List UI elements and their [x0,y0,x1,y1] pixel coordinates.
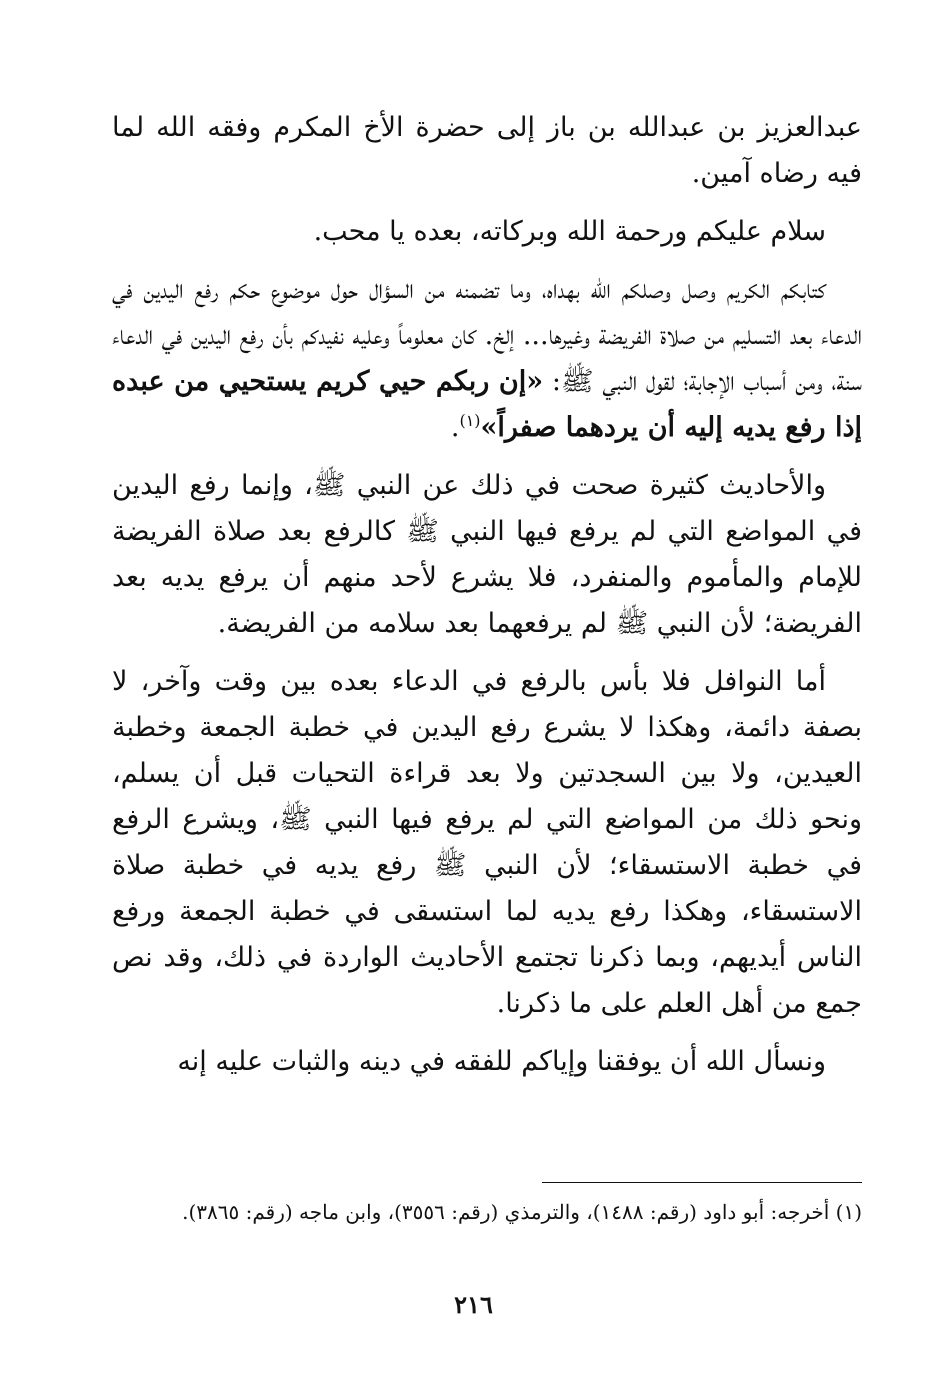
page-number: ٢١٦ [454,1290,493,1319]
paragraph-question-end: . [450,412,460,443]
paragraph-question [112,267,862,451]
footnote-divider [542,1182,862,1183]
paragraph-question-text: كتابكم الكريم وصل وصلكم الله بهداه، وما تضمنه من السؤال حول موضوع حكم رفع اليدين في الدعاء بعد التسليم من صلاة الفريضة وغيرها... إلخ. كان معلوماً وعليه نفيدكم بأن رفع اليدين في الدعاء سنة، ومن أسباب الإجابة؛ لقول النبي ﷺ: [112,274,862,397]
footnote: (١) أخرجه: أبو داود (رقم: ١٤٨٨)، والترمذي (رقم: ٣٥٥٦)، وابن ماجه (رقم: ٣٨٦٥). [182,1200,862,1224]
paragraph-nawafil: أما النوافل فلا بأس بالرفع في الدعاء بعده بين وقت وآخر، لا بصفة دائمة، وهكذا لا يشرع رفع اليدين في خطبة الجمعة وخطبة العيدين، ولا بين السجدتين ولا بعد قراءة التحيات قبل أن يسلم، ونحو ذلك من المواضع التي لم يرفع فيها النبي ﷺ، ويشرع الرفع في خطبة الاستسقاء؛ لأن النبي ﷺ رفع يديه في خطبة صلاة الاستسقاء، وهكذا رفع يديه لما استسقى في خطبة الجمعة ورفع الناس أيديهم، وبما ذكرنا تجتمع الأحاديث الواردة في ذلك، وقد نص جمع من أهل العلم على ما ذكرنا. [112,666,862,1019]
footnote-reference: (١) [459,411,481,430]
hadith-quote: «إن ربكم حيي كريم يستحيي من عبده إذا رفع يديه إليه أن يردهما صفراً» [112,366,862,443]
paragraph-closing: ونسأل الله أن يوفقنا وإياكم للفقه في دينه والثبات عليه إنه [177,1046,826,1077]
page-body [112,105,862,1097]
paragraph-hadiths: والأحاديث كثيرة صحت في ذلك عن النبي ﷺ، وإنما رفع اليدين في المواضع التي لم يرفع فيها النبي ﷺ كالرفع بعد صلاة الفريضة للإمام والمأموم والمنفرد، فلا يشرع لأحد منهم أن يرفع يديه بعد الفريضة؛ لأن النبي ﷺ لم يرفعهما بعد سلامه من الفريضة. [112,470,862,639]
paragraph-salutation: عبدالعزيز بن عبدالله بن باز إلى حضرة الأخ المكرم وفقه الله لما فيه رضاه آمين. [112,112,862,189]
paragraph-greeting: سلام عليكم ورحمة الله وبركاته، بعده يا محب. [313,216,826,247]
